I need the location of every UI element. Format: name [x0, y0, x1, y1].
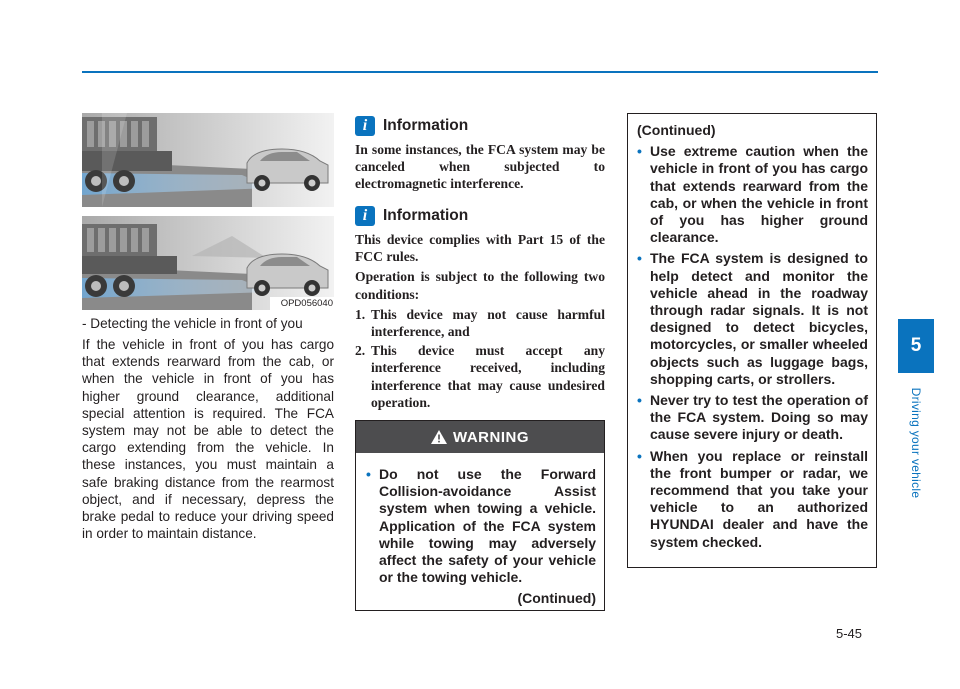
page-number: 5-45: [836, 626, 863, 641]
info-text-2: [355, 231, 605, 413]
info-heading-2: [355, 205, 468, 227]
continued-heading: (Continued): [637, 122, 716, 138]
body-paragraph: If the vehicle in front of you has cargo that extends rearward from the cab, or when the vehicle in front of you has higher ground clearance, additional special attention is required. The FCA system may not be able to detect the cargo extending from the vehicle. In these instances, you must maintain a safe braking distance from the rearmost object, and if necessary, depress the brake pedal to reduce your driving speed in order to maintain distance.: [82, 337, 334, 542]
figure-caption: - Detecting the vehicle in front of you: [82, 316, 303, 331]
info-icon: i: [355, 116, 375, 136]
warning-title: WARNING: [453, 428, 529, 446]
bullet-icon: •: [637, 250, 642, 267]
header-rule: [82, 71, 878, 73]
list-item: • When you replace or reinstall the front bumper or radar, we recommend that you take your vehicle to an authorized HYUNDAI dealer and have the system checked.: [637, 447, 868, 550]
info-text-1: [355, 141, 605, 196]
chapter-number-tab: 5: [898, 319, 934, 373]
list-item: 1. This device may not cause harmful interference, and: [355, 306, 605, 340]
info-paragraph: In some instances, the FCA system may be canceled when subjected to electromagnetic interference.: [355, 142, 605, 192]
bullet-icon: •: [366, 466, 371, 482]
warning-box: [355, 420, 605, 611]
illustration-panel-top: [82, 113, 334, 207]
list-item: 2. This device must accept any interference received, including interference that may cause undesired operation.: [355, 343, 605, 410]
info-paragraph: This device complies with Part 15 of the FCC rules.: [355, 232, 605, 265]
illustration-panel-bottom: [82, 216, 334, 310]
bullet-icon: •: [637, 143, 642, 160]
bullet-icon: •: [637, 392, 642, 409]
list-item: • Use extreme caution when the vehicle in front of you has cargo that extends rearward from the cab, or when the vehicle in front of you has higher ground clearance.: [637, 143, 868, 246]
figure-code: OPD056040: [270, 297, 334, 310]
info-icon: i: [355, 206, 375, 226]
chapter-title-vertical: Driving your vehicle: [909, 387, 923, 499]
info-title: Information: [383, 117, 469, 134]
info-paragraph: Operation is subject to the following two conditions:: [355, 269, 605, 302]
info-heading-1: [355, 115, 468, 137]
list-item: • Do not use the Forward Collision-avoidance Assist system when towing a vehicle. Application of the FCA system while towing may adversely affect the safety of your vehicle or the towing vehicle.: [366, 466, 596, 586]
list-item: • Never try to test the operation of the FCA system. Doing so may cause severe injury or death.: [637, 392, 868, 443]
info-title: Information: [383, 207, 469, 224]
continued-warning-box: [627, 113, 877, 568]
list-item: • The FCA system is designed to help detect and monitor the vehicle ahead in the roadway through radar signals. It is not designed to detect bicycles, motorcycles, or smaller wheeled objects such as luggage bags, shopping carts, or strollers.: [637, 250, 868, 387]
bullet-icon: •: [637, 447, 642, 464]
warning-header: [356, 421, 604, 453]
warning-body: [356, 453, 604, 608]
warning-triangle-icon: [431, 430, 447, 444]
fca-detection-illustration: [82, 113, 334, 310]
continued-label: (Continued): [517, 590, 596, 607]
